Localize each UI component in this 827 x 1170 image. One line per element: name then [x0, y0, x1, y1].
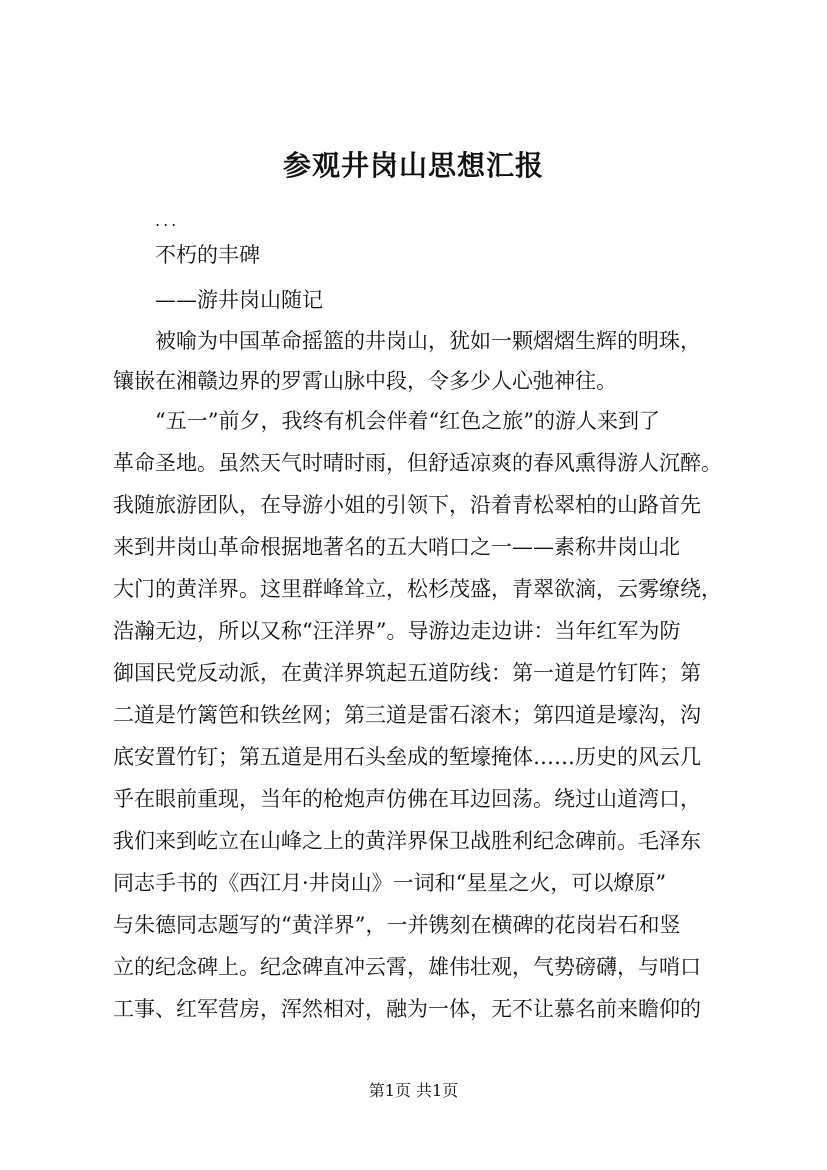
document-title: 参观井岗山思想汇报	[282, 149, 544, 182]
subtitle-secondary: ——游井岗山随记	[155, 288, 323, 312]
subtitle-main: 不朽的丰碑	[155, 243, 260, 267]
body-line: 被喻为中国革命摇篮的井岗山，犹如一颗熠熠生辉的明珠，	[155, 329, 701, 353]
body-line: 立的纪念碑上。纪念碑直冲云霄，雄伟壮观，气势磅礴，与哨口	[113, 955, 701, 979]
body-line: “五一”前夕，我终有机会伴着“红色之旅”的游人来到了	[155, 409, 660, 433]
ellipsis-text: ...	[155, 211, 180, 230]
body-line: 与朱德同志题写的“黄洋界”，一并镌刻在横碑的花岗岩石和竖	[113, 913, 681, 937]
body-line: 浩瀚无边，所以又称“汪洋界”。导游边走边讲：当年红军为防	[113, 619, 681, 643]
body-line: 我随旅游团队，在导游小姐的引领下，沿着青松翠柏的山路首先	[113, 493, 701, 517]
body-line: 大门的黄洋界。这里群峰耸立，松杉茂盛，青翠欲滴，云雾缭绕，	[113, 577, 722, 601]
body-line: 革命圣地。虽然天气时晴时雨，但舒适凉爽的春风熏得游人沉醉。	[113, 451, 722, 475]
body-line: 来到井岗山革命根据地著名的五大哨口之一——素称井岗山北	[113, 535, 680, 559]
body-line: 御国民党反动派，在黄洋界筑起五道防线：第一道是竹钉阵；第	[113, 661, 701, 685]
body-line: 底安置竹钉；第五道是用石头垒成的堑壕掩体……历史的风云几	[113, 745, 701, 769]
body-line: 乎在眼前重现，当年的枪炮声仿佛在耳边回荡。绕过山道湾口，	[113, 787, 701, 811]
body-line: 镶嵌在湘赣边界的罗霄山脉中段，令多少人心弛神往。	[113, 369, 617, 393]
body-line: 二道是竹篱笆和铁丝网；第三道是雷石滚木；第四道是壕沟，沟	[113, 703, 701, 727]
body-line: 工事、红军营房，浑然相对，融为一体，无不让慕名前来瞻仰的	[113, 997, 701, 1021]
body-line: 同志手书的《西江月·井岗山》一词和“星星之火，可以燎原”	[113, 871, 667, 895]
body-line: 我们来到屹立在山峰之上的黄洋界保卫战胜利纪念碑前。毛泽东	[113, 829, 701, 853]
page-number-footer: 第1页 共1页	[368, 1081, 459, 1100]
